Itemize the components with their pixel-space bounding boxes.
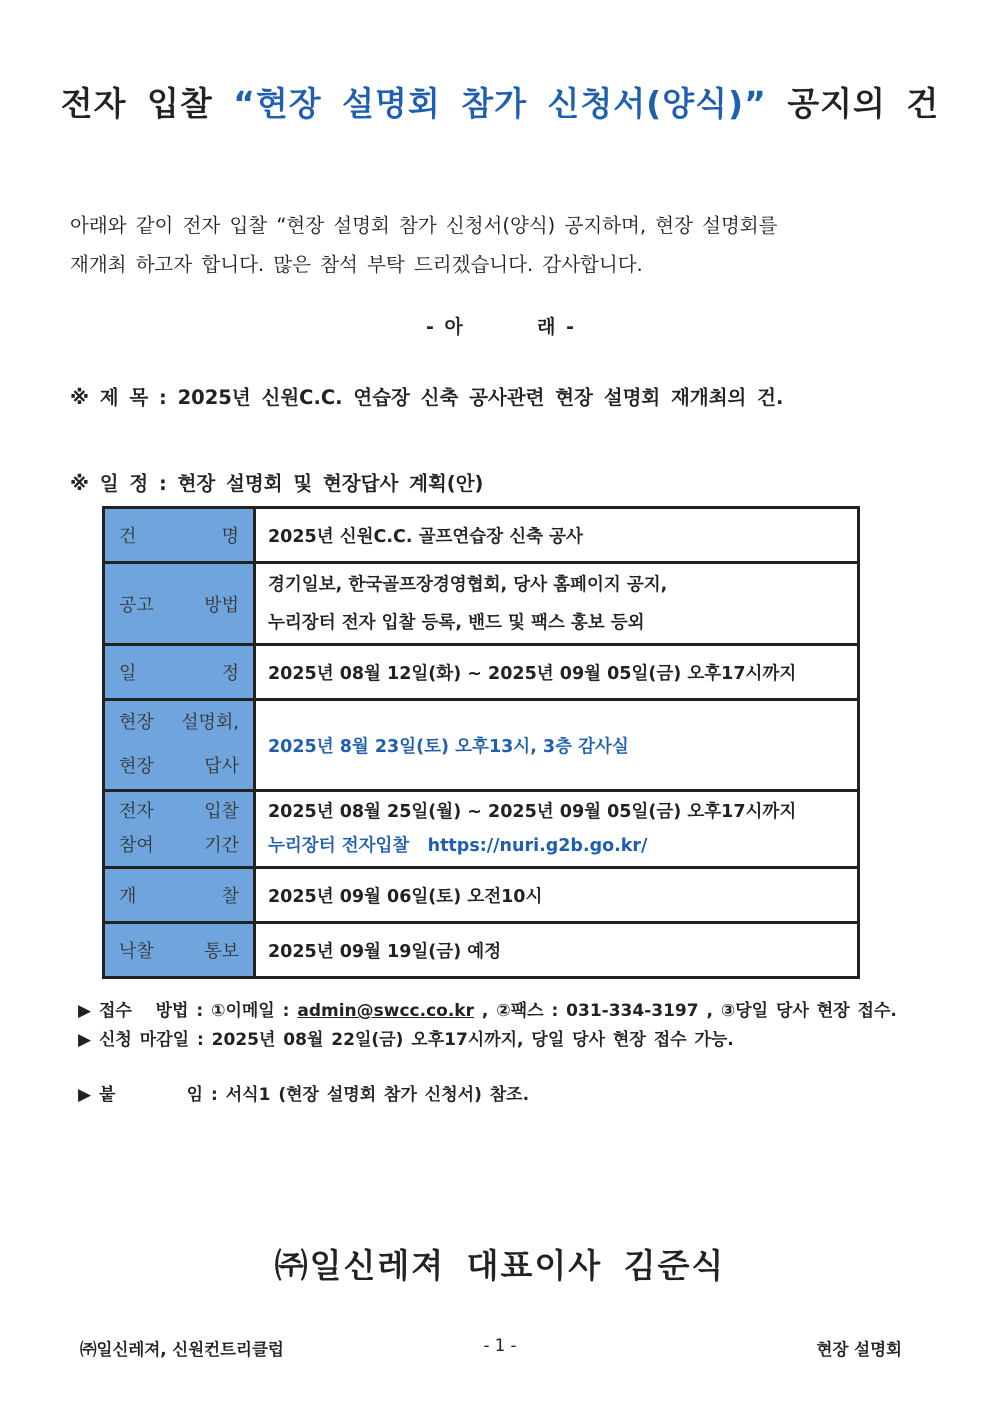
table-row xyxy=(104,508,859,563)
subject-line: ※ 제 목 : 2025년 신원C.C. 연습장 신축 공사관련 현장 설명회 재개최의 건. xyxy=(70,386,784,409)
page-title xyxy=(0,78,1000,125)
row-value-schedule: 2025년 08월 12일(화) ~ 2025년 09월 05일(금) 오후17시까지 xyxy=(255,645,859,700)
below-heading: - 아 래 - xyxy=(425,316,574,338)
row-value-briefing: 2025년 8월 23일(토) 오후13시, 3층 감사실 xyxy=(255,700,859,791)
row-label-schedule: 일 정 xyxy=(104,645,255,700)
row-label-opening: 개 찰 xyxy=(104,868,255,923)
schedule-table xyxy=(102,506,860,979)
row-value-project: 2025년 신원C.C. 골프연습장 신축 공사 xyxy=(255,508,859,563)
note-method-prefix: ▶ 접수 방법 : ①이메일 : xyxy=(78,1001,290,1021)
note-method-suffix: , ②팩스 : 031-334-3197 , ③당일 당사 현장 접수. xyxy=(481,1001,897,1021)
table-row xyxy=(104,923,859,978)
title-prefix: 전자 입찰 xyxy=(60,84,213,123)
table-row xyxy=(104,868,859,923)
schedule-heading: ※ 일 정 : 현장 설명회 및 현장답사 계획(안) xyxy=(70,472,484,495)
bidding-label-1: 전자 입찰 xyxy=(119,801,239,822)
intro-paragraph xyxy=(70,206,777,284)
page-number: - 1 - xyxy=(483,1336,517,1355)
intro-line-1: 아래와 같이 전자 입찰 “현장 설명회 참가 신청서(양식) 공지하며, 현장 설명회를 xyxy=(70,214,778,237)
footer-left: ㈜일신레져, 신원컨트리클럽 xyxy=(80,1340,284,1359)
signature: ㈜일신레져 대표이사 김준식 xyxy=(274,1246,726,1285)
row-label-bidding xyxy=(104,791,255,868)
row-value-opening: 2025년 09월 06일(토) 오전10시 xyxy=(255,868,859,923)
row-label-briefing xyxy=(104,700,255,791)
note-attachment: ▶ 붙 임 : 서식1 (현장 설명회 참가 신청서) 참조. xyxy=(78,1085,530,1105)
intro-line-2: 재개최 하고자 합니다. 많은 참석 부탁 드리겠습니다. 감사합니다. xyxy=(70,253,643,276)
briefing-label-1: 현장 설명회, xyxy=(119,712,239,733)
bidding-label-2: 참여 기간 xyxy=(119,835,239,856)
notice-line-1: 경기일보, 한국골프장경영협회, 당사 홈페이지 공지, xyxy=(268,574,668,595)
table-row xyxy=(104,700,859,791)
bidding-link[interactable]: 누리장터 전자입찰 https://nuri.g2b.go.kr/ xyxy=(268,836,648,856)
row-label-project: 건 명 xyxy=(104,508,255,563)
title-suffix: 공지의 건 xyxy=(787,84,940,123)
email-link[interactable]: admin@swcc.co.kr xyxy=(297,1001,474,1021)
table-row xyxy=(104,645,859,700)
footer-right: 현장 설명회 xyxy=(816,1340,902,1359)
row-label-notice: 공고 방법 xyxy=(104,563,255,645)
row-value-bidding xyxy=(255,791,859,868)
row-value-award: 2025년 09월 19일(금) 예정 xyxy=(255,923,859,978)
row-value-notice xyxy=(255,563,859,645)
notice-line-2: 누리장터 전자 입찰 등록, 밴드 및 팩스 홍보 등외 xyxy=(268,612,645,633)
note-deadline: ▶ 신청 마감일 : 2025년 08월 22일(금) 오후17시까지, 당일 당사 현장 접수 가능. xyxy=(78,1030,734,1050)
bidding-period: 2025년 08월 25일(월) ~ 2025년 09월 05일(금) 오후17시까지 xyxy=(268,802,797,822)
note-method xyxy=(78,996,897,1021)
title-highlight: “현장 설명회 참가 신청서(양식)” xyxy=(233,84,767,123)
table-row xyxy=(104,791,859,868)
table-row xyxy=(104,563,859,645)
row-label-award: 낙찰 통보 xyxy=(104,923,255,978)
briefing-label-2: 현장 답사 xyxy=(119,756,239,777)
